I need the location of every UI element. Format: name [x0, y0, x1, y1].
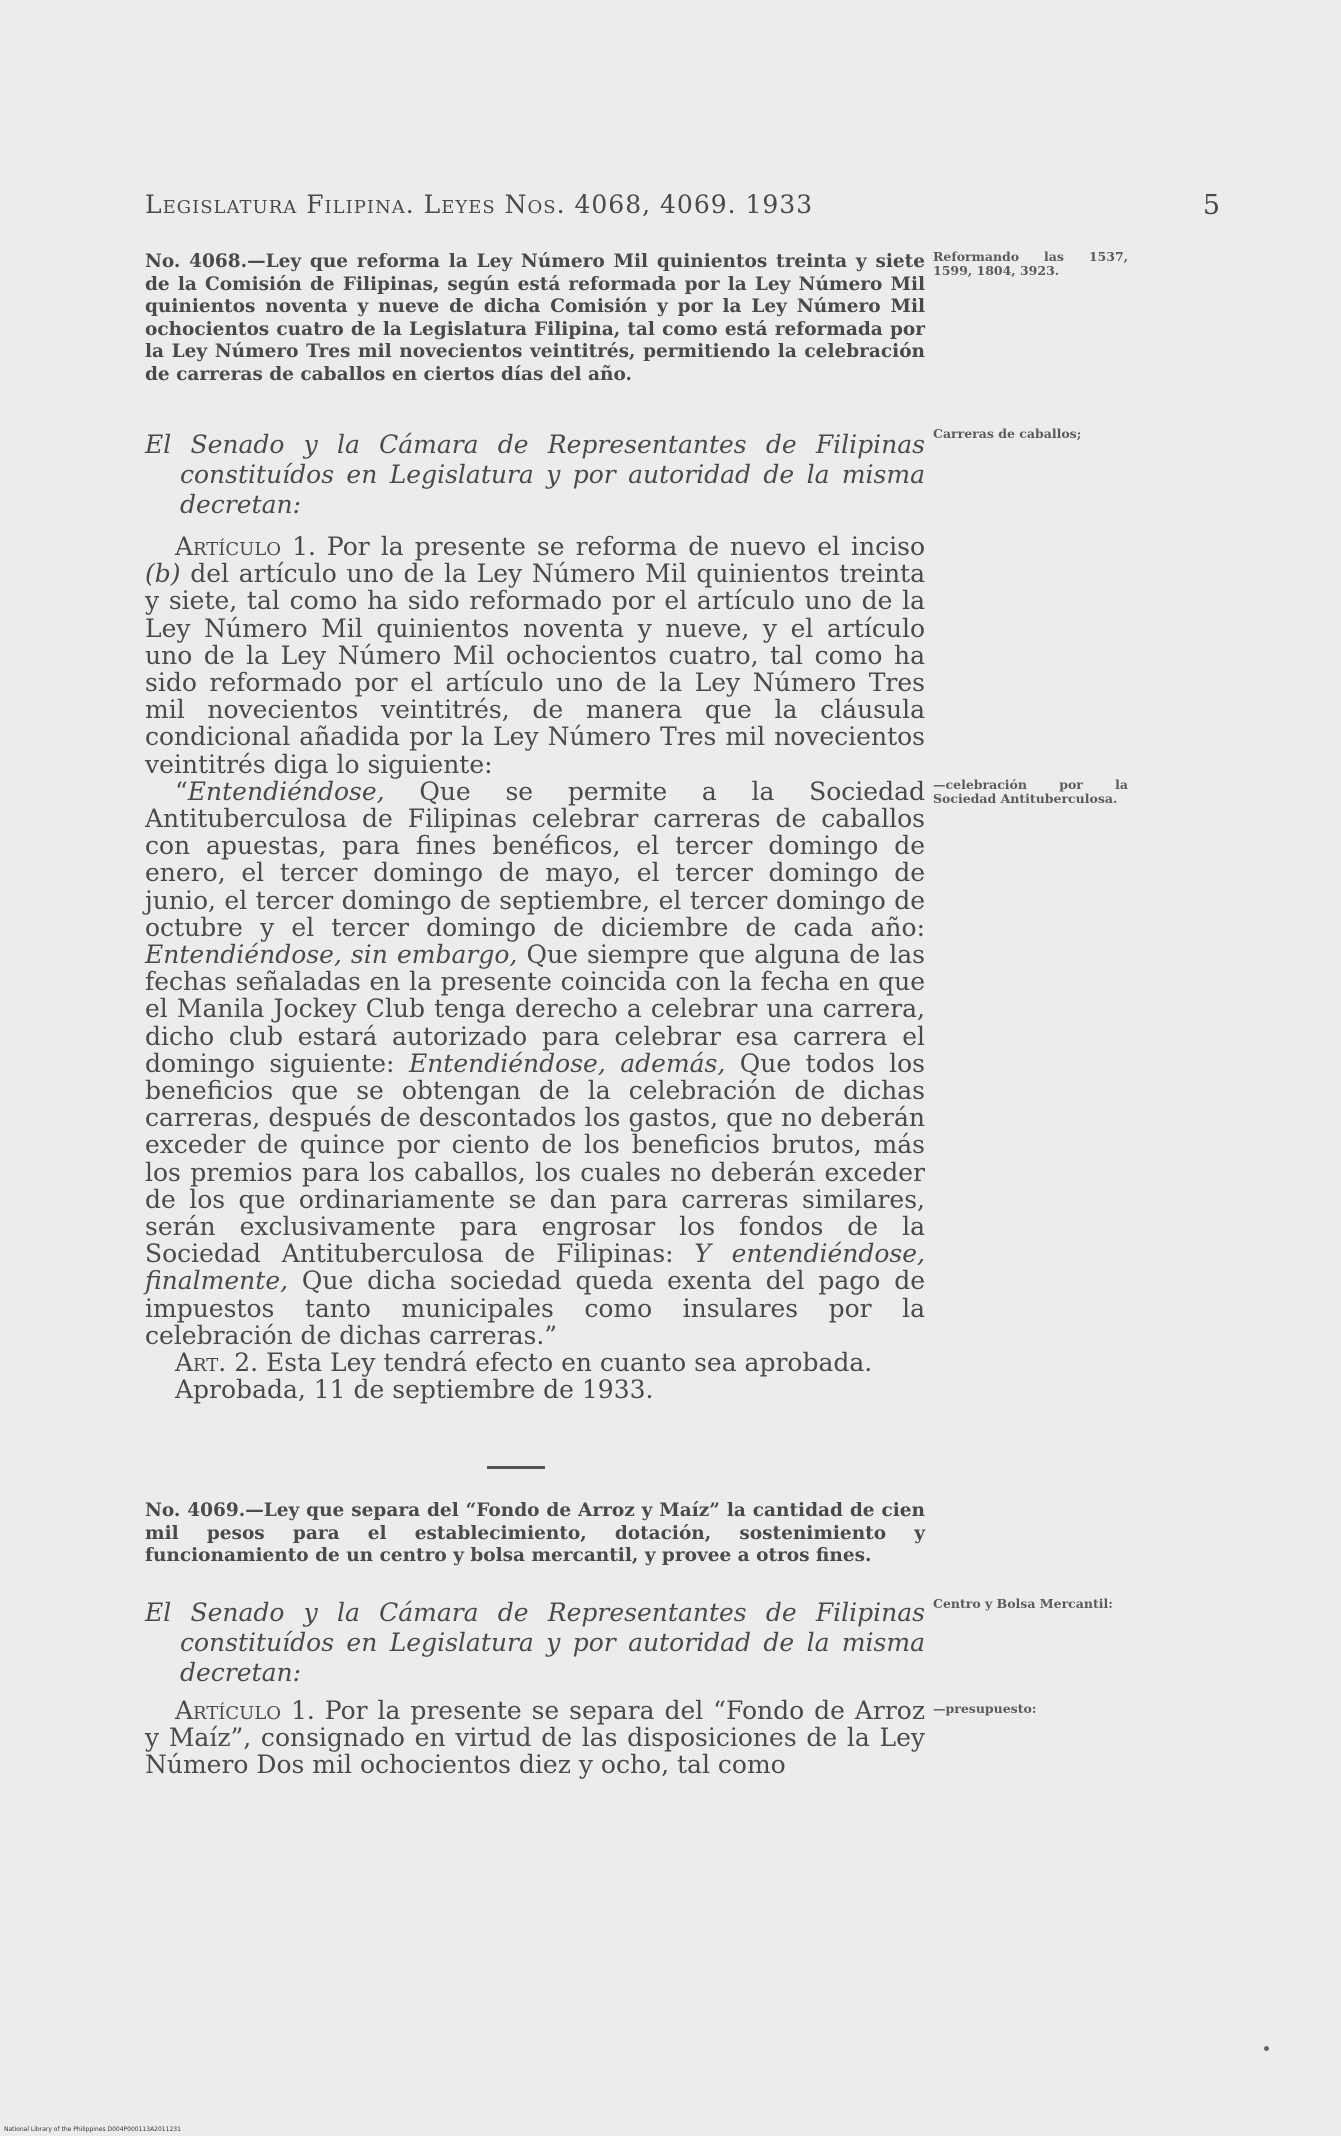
running-title: Legislatura Filipina. Leyes Nos. 4068, 4069. 1933 [145, 190, 814, 219]
enacting-clause: El Senado y la Cámara de Representantes de Filipinas constituídos en Legislatura y por autoridad de la misma decretan: [145, 430, 925, 519]
act-4069-body [145, 1697, 925, 1779]
article-text: del artículo uno de la Ley Número Mil quinientos treinta y siete, tal como ha sido reformado por el artículo uno de la Ley Número Mil quinientos noventa y nueve, y el artículo uno de la Ley Número Mil ochocientos cuatro, tal como ha sido reformado por el artículo uno de la Ley Número Tres mil novecientos veintitrés, de manera que la cláusula condicional añadida por la Ley Número Tres mil novecientos veintitrés diga lo siguiente: [145, 559, 925, 779]
article-1 [145, 533, 925, 778]
act-title: No. 4068.—Ley que reforma la Ley Número Mil quinientos treinta y siete de la Comisión de Filipinas, según está reformada por la Ley Número Mil quinientos noventa y nueve de dicha Comisión y por la Ley Número Mil ochocientos cuatro de la Legislatura Filipina, tal como está reformada por la Ley Número Tres mil novecientos veintitrés, permitiendo la celebración de carreras de caballos en ciertos días del año. [145, 251, 925, 385]
quote-mark: “ [175, 776, 188, 806]
proviso-keyword: Entendiéndose, [187, 776, 385, 806]
article-text: Por la presente se separa del “Fondo de Arroz y Maíz”, consignado en virtud de las disposiciones de la Ley Número Dos mil ochocientos diez y ocho, tal como [145, 1696, 925, 1780]
margin-note-amends: Reformando las 1537, 1599, 1804, 3923. [933, 249, 1128, 278]
act-title: No. 4069.—Ley que separa del “Fondo de Arroz y Maíz” la cantidad de cien mil pesos para el establecimiento, dotación, sostenimiento y funcionamiento de un centro y bolsa mercantil, y provee a otros fines. [145, 1500, 925, 1566]
margin-note-celebration: —celebración por la Sociedad Antituberculosa. [933, 777, 1128, 806]
act-4068-enacting-clause [145, 430, 925, 520]
article-2 [145, 1349, 925, 1376]
proviso-text: Que siempre que alguna de las fechas señaladas en la presente coincida con la fecha en que el Manila Jockey Club tenga derecho a celebrar una carrera, dicho club estará autorizado para celebrar esa carrera el domingo siguiente: [145, 940, 925, 1078]
enacting-clause: El Senado y la Cámara de Representantes de Filipinas constituídos en Legislatura y por autoridad de la misma decretan: [145, 1598, 925, 1687]
margin-note-commercial-center: Centro y Bolsa Mercantil: [933, 1596, 1113, 1611]
section-divider [487, 1466, 545, 1469]
article-label: Artículo 1. [175, 532, 316, 561]
article-label: Artículo 1. [175, 1696, 315, 1725]
proviso-keyword: Entendiéndose, además, [408, 1048, 726, 1078]
article-label: Art. 2. [175, 1348, 259, 1378]
proviso-text: Que todos los beneficios que se obtengan de la celebración de dichas carreras, después de descontados los gastos, que no deberán exceder de quince por ciento de los beneficios brutos, más los premios para los caballos, los cuales no deberán exceder de los que ordinariamente se dan para carreras similares, serán exclusivamente para engrosar los fondos de la Sociedad Antituberculosa de Filipinas: [145, 1048, 925, 1269]
approval-date: Aprobada, 11 de septiembre de 1933. [175, 1375, 654, 1405]
proviso-keyword: Entendiéndose, sin embargo, [145, 940, 518, 970]
page-number: 5 [1202, 190, 1220, 221]
proviso-clause [145, 778, 925, 1349]
inciso-label: (b) [145, 559, 181, 589]
act-4069-title [145, 1500, 925, 1568]
proviso-text: Que se permite a la Sociedad Antituberculosa de Filipinas celebrar carreras de caballos con apuestas, para fines benéficos, el tercer domingo de enero, el tercer domingo de mayo, el tercer domingo de junio, el tercer domingo de septiembre, el tercer domingo de octubre y el tercer domingo de diciembre de cada año: [145, 776, 925, 942]
act-4069-enacting-clause [145, 1598, 925, 1688]
page-header [145, 190, 1220, 230]
act-4068-body [145, 533, 925, 1404]
proviso-keyword: Y entendiéndose, finalmente, [145, 1239, 925, 1296]
article-text: Por la presente se reforma de nuevo el inciso [315, 532, 925, 561]
margin-note-budget: —presupuesto: [933, 1701, 1037, 1716]
article-text: Esta Ley tendrá efecto en cuanto sea aprobada. [258, 1348, 873, 1378]
footer-watermark: National Library of the Philippines D004P000113A2011231 [4, 2126, 181, 2133]
act-4068-title [145, 251, 925, 386]
proviso-text: Que dicha sociedad queda exenta del pago de impuestos tanto municipales como insulares por la celebración de dichas carreras.” [145, 1266, 925, 1350]
article-1 [145, 1697, 925, 1779]
scan-speck [1264, 2046, 1269, 2051]
margin-note-horse-races: Carreras de caballos; [933, 426, 1082, 441]
